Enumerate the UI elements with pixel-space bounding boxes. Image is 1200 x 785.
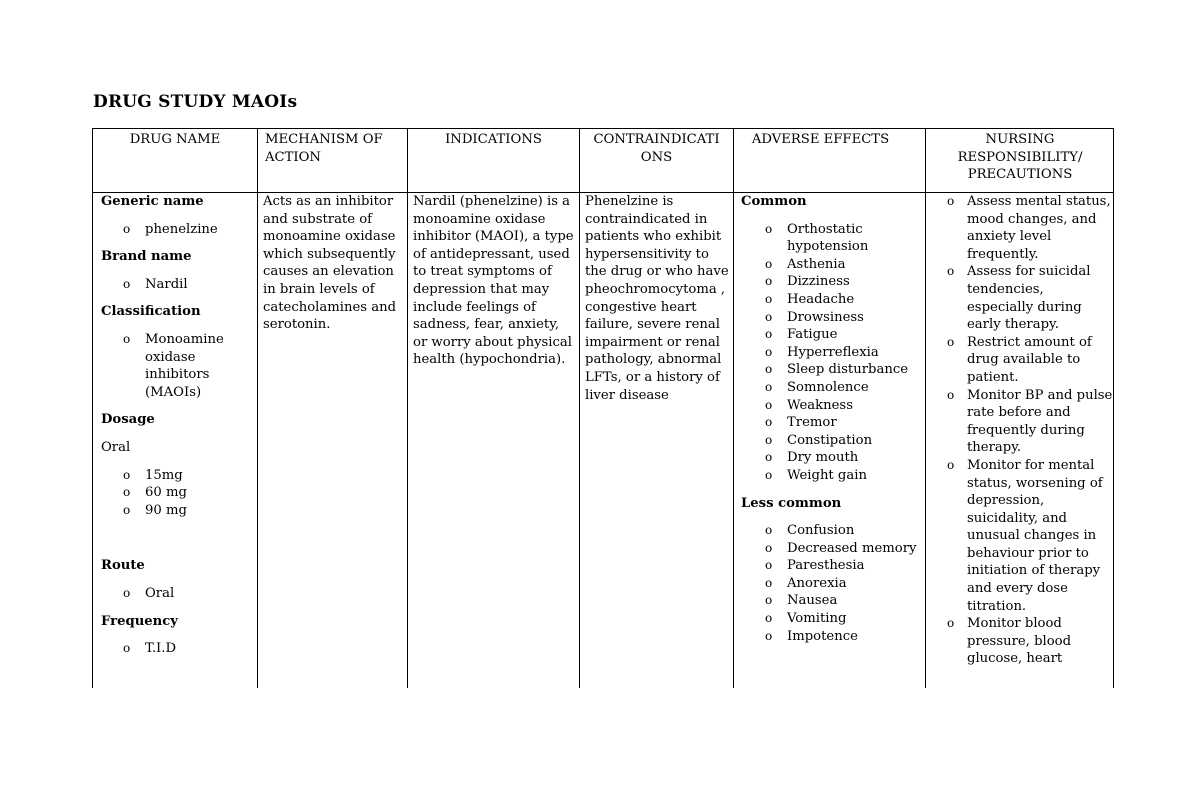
list-item bbox=[101, 484, 253, 502]
adverse-effect: Paresthesia bbox=[787, 558, 865, 574]
frequency-label: Frequency bbox=[101, 613, 178, 629]
classification-label: Classification bbox=[101, 304, 201, 320]
adverse-effect: Nausea bbox=[787, 593, 838, 609]
list-item bbox=[943, 334, 1113, 387]
adverse-effect: Headache bbox=[787, 291, 855, 307]
adverse-effect: Impotence bbox=[787, 628, 858, 644]
bullet-icon: o bbox=[765, 575, 773, 590]
list-item bbox=[101, 502, 253, 520]
adverse-effect: Somnolence bbox=[787, 379, 869, 395]
list-item bbox=[741, 467, 923, 485]
bullet-icon: o bbox=[947, 457, 955, 472]
nursing-item: Assess mental status, mood changes, and anxiety level frequently. bbox=[967, 194, 1111, 262]
bullet-icon: o bbox=[123, 221, 131, 236]
bullet-icon: o bbox=[765, 467, 773, 482]
bullet-icon: o bbox=[765, 327, 773, 342]
list-item bbox=[741, 522, 923, 540]
adverse-effect: Fatigue bbox=[787, 327, 838, 343]
bullet-icon: o bbox=[947, 616, 955, 631]
generic-name-value: phenelzine bbox=[145, 221, 218, 237]
list-item bbox=[943, 387, 1113, 457]
bullet-icon: o bbox=[765, 523, 773, 538]
adverse-effect: Weight gain bbox=[787, 467, 867, 483]
adverse-effect: Constipation bbox=[787, 432, 873, 448]
nursing-item: Restrict amount of drug available to patient. bbox=[967, 334, 1092, 385]
nursing-item: Monitor BP and pulse rate before and frequently during therapy. bbox=[967, 387, 1113, 456]
adverse-effect: Asthenia bbox=[787, 256, 846, 272]
bullet-icon: o bbox=[947, 194, 955, 208]
bullet-icon: o bbox=[765, 558, 773, 573]
bullet-icon: o bbox=[765, 415, 773, 430]
bullet-icon: o bbox=[947, 334, 955, 349]
list-item bbox=[741, 592, 923, 610]
column-divider bbox=[579, 129, 580, 688]
brand-name-label: Brand name bbox=[101, 249, 192, 265]
header-mechanism: MECHANISM OF ACTION bbox=[265, 132, 383, 165]
drug-study-table bbox=[92, 128, 1114, 688]
dose-value: 90 mg bbox=[145, 502, 187, 518]
bullet-icon: o bbox=[123, 467, 131, 482]
mechanism-cell: Acts as an inhibitor and substrate of monoamine oxidase which subsequently causes an elevation in brain levels of catecholamines and serotonin. bbox=[263, 194, 397, 333]
bullet-icon: o bbox=[765, 221, 773, 236]
bullet-icon: o bbox=[123, 276, 131, 291]
bullet-icon: o bbox=[765, 450, 773, 465]
list-item bbox=[741, 291, 923, 309]
bullet-icon: o bbox=[765, 344, 773, 359]
header-adverse-effects: ADVERSE EFFECTS bbox=[751, 132, 890, 147]
list-item bbox=[101, 467, 253, 485]
list-item bbox=[943, 193, 1113, 263]
adverse-effect: Dizziness bbox=[787, 274, 850, 290]
common-label: Common bbox=[741, 194, 807, 209]
list-item bbox=[741, 575, 923, 593]
adverse-effects-cell bbox=[741, 193, 923, 645]
list-item bbox=[101, 331, 253, 401]
adverse-effect: Dry mouth bbox=[787, 450, 859, 466]
list-item bbox=[741, 414, 923, 432]
generic-name-label: Generic name bbox=[101, 194, 204, 209]
adverse-effect: Confusion bbox=[787, 523, 855, 539]
list-item bbox=[943, 615, 1113, 668]
adverse-effect: Orthostatic hypotension bbox=[787, 221, 869, 255]
list-item bbox=[741, 540, 923, 558]
adverse-effect: Drowsiness bbox=[787, 309, 864, 325]
header-indications: INDICATIONS bbox=[445, 132, 542, 147]
list-item bbox=[741, 344, 923, 362]
list-item bbox=[741, 557, 923, 575]
nursing-item: Monitor for mental status, worsening of depression, suicidality, and unusual changes in behaviour prior to initiation of therapy and every dose titration. bbox=[967, 457, 1103, 614]
adverse-effect: Vomiting bbox=[787, 611, 847, 627]
classification-value: Monoamine oxidase inhibitors (MAOIs) bbox=[145, 331, 224, 400]
bullet-icon: o bbox=[765, 432, 773, 447]
list-item bbox=[741, 309, 923, 327]
list-item bbox=[741, 221, 923, 256]
bullet-icon: o bbox=[765, 540, 773, 555]
adverse-effect: Anorexia bbox=[787, 575, 847, 591]
list-item bbox=[741, 379, 923, 397]
bullet-icon: o bbox=[947, 264, 955, 279]
dosage-oral: Oral bbox=[101, 439, 131, 455]
brand-name-value: Nardil bbox=[145, 276, 188, 292]
bullet-icon: o bbox=[123, 585, 131, 600]
bullet-icon: o bbox=[765, 256, 773, 271]
contraindications-cell: Phenelzine is contraindicated in patients who exhibit hypersensitivity to the drug or who have pheochromocytoma , congestive heart failure, severe renal impairment or renal pathology, abnormal LFTs, or a history of liver disease bbox=[585, 194, 729, 403]
adverse-effect: Sleep disturbance bbox=[787, 362, 909, 378]
column-divider bbox=[925, 129, 926, 688]
header-contraindications: CONTRAINDICATI ONS bbox=[593, 132, 720, 165]
column-divider bbox=[733, 129, 734, 688]
list-item bbox=[741, 449, 923, 467]
nursing-item: Assess for suicidal tendencies, especially during early therapy. bbox=[967, 264, 1091, 333]
indications-cell: Nardil (phenelzine) is a monoamine oxidase inhibitor (MAOI), a type of antidepressant, used to treat symptoms of depression that may include feelings of sadness, fear, anxiety, or worry about physical health (hypochondria). bbox=[413, 194, 574, 368]
document-title: DRUG STUDY MAOIs bbox=[93, 92, 298, 112]
list-item bbox=[741, 361, 923, 379]
column-divider bbox=[257, 129, 258, 688]
dose-value: 60 mg bbox=[145, 485, 187, 501]
nursing-item: Monitor blood pressure, blood glucose, heart bbox=[967, 616, 1072, 667]
list-item bbox=[943, 263, 1113, 333]
header-drug-name: DRUG NAME bbox=[129, 132, 221, 147]
bullet-icon: o bbox=[765, 291, 773, 306]
less-common-label: Less common bbox=[741, 495, 842, 511]
bullet-icon: o bbox=[765, 379, 773, 394]
list-item bbox=[741, 628, 923, 646]
bullet-icon: o bbox=[947, 387, 955, 402]
list-item bbox=[101, 221, 253, 239]
dose-value: 15mg bbox=[145, 467, 183, 483]
bullet-icon: o bbox=[123, 485, 131, 500]
bullet-icon: o bbox=[765, 611, 773, 626]
list-item bbox=[943, 457, 1113, 615]
list-item bbox=[101, 276, 253, 294]
adverse-effect: Tremor bbox=[787, 415, 837, 431]
list-item bbox=[741, 610, 923, 628]
list-item bbox=[101, 640, 253, 658]
bullet-icon: o bbox=[765, 362, 773, 377]
drug-name-cell bbox=[101, 193, 253, 658]
list-item bbox=[741, 256, 923, 274]
frequency-value: T.I.D bbox=[145, 641, 177, 657]
bullet-icon: o bbox=[765, 628, 773, 643]
dosage-label: Dosage bbox=[101, 412, 155, 428]
list-item bbox=[101, 585, 253, 603]
list-item bbox=[741, 326, 923, 344]
bullet-icon: o bbox=[765, 593, 773, 608]
adverse-effect: Weakness bbox=[787, 397, 853, 413]
bullet-icon: o bbox=[123, 641, 131, 656]
bullet-icon: o bbox=[123, 502, 131, 517]
list-item bbox=[741, 432, 923, 450]
bullet-icon: o bbox=[123, 331, 131, 346]
route-value: Oral bbox=[145, 585, 175, 601]
list-item bbox=[741, 273, 923, 291]
bullet-icon: o bbox=[765, 309, 773, 324]
adverse-effect: Decreased memory bbox=[787, 540, 917, 556]
adverse-effect: Hyperreflexia bbox=[787, 344, 879, 360]
bullet-icon: o bbox=[765, 397, 773, 412]
header-nursing: NURSING RESPONSIBILITY/ PRECAUTIONS bbox=[957, 132, 1083, 183]
list-item bbox=[741, 397, 923, 415]
route-label: Route bbox=[101, 558, 145, 574]
nursing-cell bbox=[943, 193, 1113, 687]
bullet-icon: o bbox=[765, 274, 773, 289]
column-divider bbox=[407, 129, 408, 688]
